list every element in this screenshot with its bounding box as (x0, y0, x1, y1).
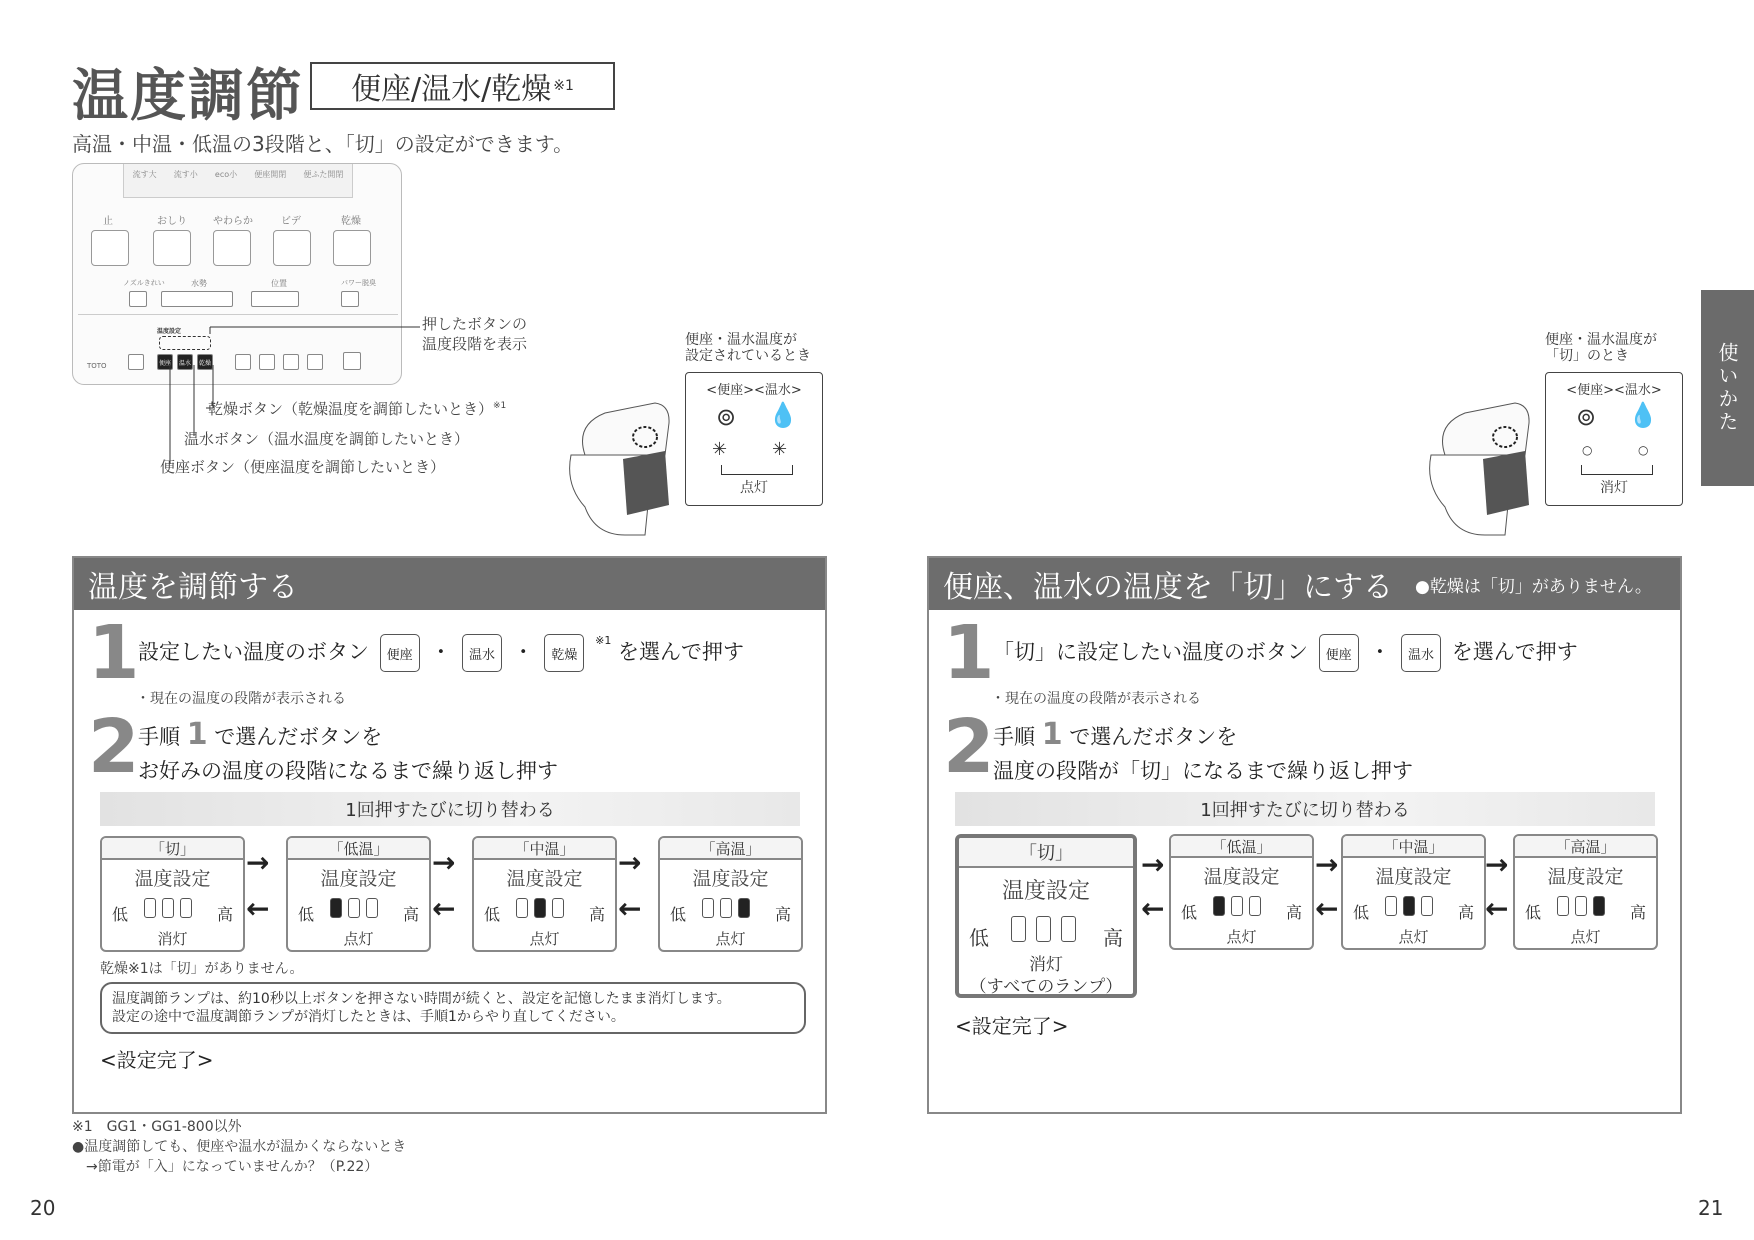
position-control (251, 291, 299, 307)
state-title: 温度設定 (134, 868, 211, 890)
step2-text (138, 718, 558, 788)
state-head: 「低温」 (288, 838, 429, 860)
lamp (1011, 916, 1026, 942)
panel-seat-button: 便座 (157, 354, 173, 370)
arrow-left-icon: ← (618, 892, 642, 925)
toilet-illustration (565, 395, 685, 540)
lamp-row (144, 898, 192, 918)
right-toilet-caption: 便座・温水温度が 「切」のとき (1545, 332, 1657, 364)
footnote-2: ●温度調節しても、便座や温水が温かくならないとき (72, 1139, 407, 1155)
panel-label-position: 位置 (271, 279, 287, 288)
state-head: 「中温」 (474, 838, 615, 860)
panel-label-dry: 乾燥 (341, 216, 361, 227)
card-heading-note: ●乾燥は「切」がありません。 (1415, 576, 1652, 597)
intro-text: 高温・中温・低温の3段階と、「切」の設定ができます。 (72, 132, 574, 156)
cycle-bar: 1回押すたびに切り替わる (100, 792, 800, 826)
footnote-3: →節電が「入」になっていませんか？（P.22） (72, 1159, 379, 1175)
water-lamp-off-icon: ○ (1638, 443, 1649, 457)
panel-label-nozzle: ノズルきれい (123, 279, 165, 287)
adjust-temperature-card (72, 556, 827, 1114)
seat-lamp-on-icon: ✳ (712, 439, 728, 460)
lamp (702, 898, 714, 918)
setting-complete: <設定完了> (100, 1048, 214, 1072)
step1-sub: ・現在の温度の段階が表示される (136, 691, 346, 707)
lamp (516, 898, 528, 918)
toilet-illustration (1425, 395, 1545, 540)
oshiri-button (153, 230, 191, 266)
lamp-on (1403, 896, 1415, 916)
panel-top-label: 流す大 (132, 170, 157, 179)
bracket (1581, 465, 1653, 475)
callout-dry (208, 398, 506, 419)
arrow-left-icon: ← (1315, 892, 1339, 925)
lamp (348, 898, 360, 918)
state-status: 点灯 (1226, 928, 1257, 946)
step-number-1: 1 (943, 610, 995, 696)
lamp-row (1011, 916, 1076, 942)
step2-d: 温度の段階が「切」になるまで繰り返し押す (993, 759, 1413, 783)
lamp-on (738, 898, 750, 918)
callout-seat: 便座ボタン（便座温度を調節したいとき） (160, 458, 446, 476)
page-number-right: 21 (1698, 1196, 1724, 1220)
step1-sub: ・現在の温度の段階が表示される (991, 691, 1201, 707)
step2-d: お好みの温度の段階になるまで繰り返し押す (138, 759, 558, 783)
lamp (180, 898, 192, 918)
panel-top-label: 流す小 (173, 170, 198, 179)
state-status: 消灯 (157, 930, 188, 948)
state-off (100, 836, 245, 952)
state-high (658, 836, 803, 952)
lamp (1036, 916, 1051, 942)
dry-note-line: 乾燥※1は「切」がありません。 (100, 961, 304, 977)
panel-label-deodor: パワー脱臭 (341, 279, 376, 287)
lamp-on (1213, 896, 1225, 916)
arrow-right-icon: → (1315, 848, 1339, 881)
setting-complete: <設定完了> (955, 1014, 1069, 1038)
step1-post: を選んで押す (618, 640, 745, 664)
high-label: 高 (588, 905, 605, 924)
high-label: 高 (1285, 903, 1302, 922)
panel-small-button (128, 354, 144, 370)
low-label: 低 (1525, 903, 1542, 922)
panel-label-bide: ビデ (281, 216, 301, 227)
lamp-on (330, 898, 342, 918)
side-tab: 使いかた (1701, 290, 1754, 486)
step1-text (138, 634, 744, 672)
high-label: 高 (216, 905, 233, 924)
step1-text (993, 634, 1578, 672)
seat-button: 便座 (380, 634, 420, 672)
lamp-status-text: 点灯 (740, 480, 768, 496)
lamp-row (516, 898, 564, 918)
lamp-row (1213, 896, 1261, 916)
callout-dry-note: ※1 (493, 401, 507, 411)
state-low (286, 836, 431, 952)
state-title: 温度設定 (320, 868, 397, 890)
function-tag-text: 便座/温水/乾燥 (351, 72, 552, 107)
lamp (1575, 896, 1587, 916)
high-label: 高 (1103, 926, 1123, 950)
panel-top-buttons (123, 164, 353, 198)
state-head: 「低温」 (1171, 836, 1312, 858)
state-status: 点灯 (1398, 928, 1429, 946)
lamp (366, 898, 378, 918)
low-label: 低 (298, 905, 315, 924)
dry-button: 乾燥 (544, 634, 584, 672)
step2-c: で選んだボタンを (214, 725, 383, 749)
state-mid (472, 836, 617, 952)
sep: ・ (512, 640, 534, 664)
water-button: 温水 (1401, 634, 1441, 672)
arrow-right-icon: → (246, 846, 270, 879)
step2-a: 手順 (138, 725, 180, 749)
state-title: 温度設定 (692, 868, 769, 890)
state-low (1169, 834, 1314, 950)
low-label: 低 (1353, 903, 1370, 922)
lamp (1249, 896, 1261, 916)
seat-lamp-off-icon: ○ (1582, 443, 1593, 457)
bide-button (273, 230, 311, 266)
step-number-2: 2 (88, 704, 140, 790)
state-status: 点灯 (715, 930, 746, 948)
high-label: 高 (1457, 903, 1474, 922)
turn-off-temperature-card (927, 556, 1682, 1114)
yawaraka-button (213, 230, 251, 266)
footnote-1: ※1 GG1・GG1-800以外 (72, 1119, 242, 1135)
lamp-on (534, 898, 546, 918)
lamp (144, 898, 156, 918)
step-number-2: 2 (943, 704, 995, 790)
state-head: 「切」 (959, 838, 1133, 868)
lamp (1061, 916, 1076, 942)
step2-c: で選んだボタンを (1069, 725, 1238, 749)
state-head: 「中温」 (1343, 836, 1484, 858)
state-status: 点灯 (343, 930, 374, 948)
state-status: 点灯 (529, 930, 560, 948)
right-lamp-status-box (1545, 372, 1683, 506)
sep: ・ (1369, 640, 1391, 664)
step2-ref: 1 (186, 717, 208, 752)
panel-label-yawaraka: やわらか (213, 216, 253, 227)
lamp-row (702, 898, 750, 918)
arrow-right-icon: → (1485, 848, 1509, 881)
state-off-large (955, 834, 1137, 998)
lamp (1385, 896, 1397, 916)
page-title: 温度調節 (72, 64, 304, 129)
card-heading-text: 便座、温水の温度を「切」にする (943, 570, 1393, 605)
state-title: 温度設定 (1203, 866, 1280, 888)
function-tag-note: ※1 (553, 78, 574, 94)
function-tag (310, 62, 615, 110)
state-sub: （すべてのランプ） (969, 977, 1123, 997)
info-box: 温度調節ランプは、約10秒以上ボタンを押さない時間が続くと、設定を記憶したまま消灯します。 設定の途中で温度調節ランプが消灯したときは、手順1からやり直してください。 (100, 982, 806, 1034)
lamp-box-header: <便座><温水> (706, 383, 802, 398)
state-title: 温度設定 (1375, 866, 1452, 888)
step1-pre: 設定したい温度のボタン (138, 640, 369, 664)
water-drop-icon: 💧 (1628, 401, 1658, 429)
dry-mode-button (333, 230, 371, 266)
sep: ・ (430, 640, 452, 664)
step2-ref: 1 (1041, 717, 1063, 752)
arrow-right-icon: → (618, 846, 642, 879)
callout-display: 押したボタンの 温度段階を表示 (422, 315, 528, 353)
lamp (1231, 896, 1243, 916)
seat-icon: ⊚ (1576, 403, 1597, 431)
callout-water: 温水ボタン（温水温度を調節したいとき） (184, 430, 470, 448)
panel-divider (78, 314, 398, 315)
pressure-control (161, 291, 233, 307)
water-lamp-on-icon: ✳ (772, 439, 788, 460)
arrow-left-icon: ← (432, 892, 456, 925)
water-button: 温水 (462, 634, 502, 672)
panel-top-label: eco小 (214, 170, 238, 179)
step2-a: 手順 (993, 725, 1035, 749)
arrow-left-icon: ← (1485, 892, 1509, 925)
panel-label-pressure: 水勢 (191, 279, 207, 288)
state-mid (1341, 834, 1486, 950)
low-label: 低 (112, 905, 129, 924)
card-heading (929, 558, 1680, 610)
low-label: 低 (484, 905, 501, 924)
panel-top-label: 便ふた開閉 (303, 170, 344, 179)
state-title: 温度設定 (1547, 866, 1624, 888)
state-title: 温度設定 (1001, 879, 1090, 904)
low-label: 低 (670, 905, 687, 924)
panel-temp-label: 温度設定 (157, 328, 182, 335)
lamp-status-text: 消灯 (1600, 480, 1628, 496)
state-high (1513, 834, 1658, 950)
water-drop-icon: 💧 (768, 401, 798, 429)
lamp-row (1385, 896, 1433, 916)
seat-button: 便座 (1319, 634, 1359, 672)
lamp-box-header: <便座><温水> (1566, 383, 1662, 398)
lamp (552, 898, 564, 918)
arrow-right-icon: → (1141, 848, 1165, 881)
step2-text (993, 718, 1413, 788)
nozzle-button (129, 291, 147, 307)
lamp (162, 898, 174, 918)
panel-label-oshiri: おしり (157, 216, 187, 227)
high-label: 高 (1629, 903, 1646, 922)
panel-water-button: 温水 (177, 354, 193, 370)
low-label: 低 (969, 926, 989, 950)
arrow-right-icon: → (432, 846, 456, 879)
state-head: 「高温」 (1515, 836, 1656, 858)
panel-dry-button: 乾燥 (197, 354, 213, 370)
state-head: 「高温」 (660, 838, 801, 860)
panel-brand: TOTO (87, 362, 107, 370)
panel-top-label: 便座開閉 (254, 170, 287, 179)
page-number-left: 20 (30, 1196, 56, 1220)
state-status: 点灯 (1570, 928, 1601, 946)
lamp-row (330, 898, 378, 918)
left-toilet-caption: 便座・温水温度が 設定されているとき (685, 332, 811, 364)
bracket (721, 465, 793, 475)
callout-dry-text: 乾燥ボタン（乾燥温度を調節したいとき） (208, 400, 494, 418)
deodor-button (341, 291, 359, 307)
stop-button (91, 230, 129, 266)
state-title: 温度設定 (506, 868, 583, 890)
lamp-row (1557, 896, 1605, 916)
arrow-left-icon: ← (246, 892, 270, 925)
arrow-left-icon: ← (1141, 892, 1165, 925)
lamp (1557, 896, 1569, 916)
card-heading: 温度を調節する (74, 558, 825, 610)
seat-icon: ⊚ (716, 403, 737, 431)
cycle-bar: 1回押すたびに切り替わる (955, 792, 1655, 826)
lamp (720, 898, 732, 918)
state-status: 消灯 (1029, 955, 1063, 975)
step1-pre: 「切」に設定したい温度のボタン (993, 640, 1308, 664)
high-label: 高 (402, 905, 419, 924)
left-lamp-status-box (685, 372, 823, 506)
panel-label-stop: 止 (103, 216, 113, 227)
step1-post: を選んで押す (1451, 640, 1578, 664)
lamp-on (1593, 896, 1605, 916)
high-label: 高 (774, 905, 791, 924)
lamp (1421, 896, 1433, 916)
low-label: 低 (1181, 903, 1198, 922)
step1-note: ※1 (595, 634, 612, 647)
step-number-1: 1 (88, 610, 140, 696)
state-head: 「切」 (102, 838, 243, 860)
